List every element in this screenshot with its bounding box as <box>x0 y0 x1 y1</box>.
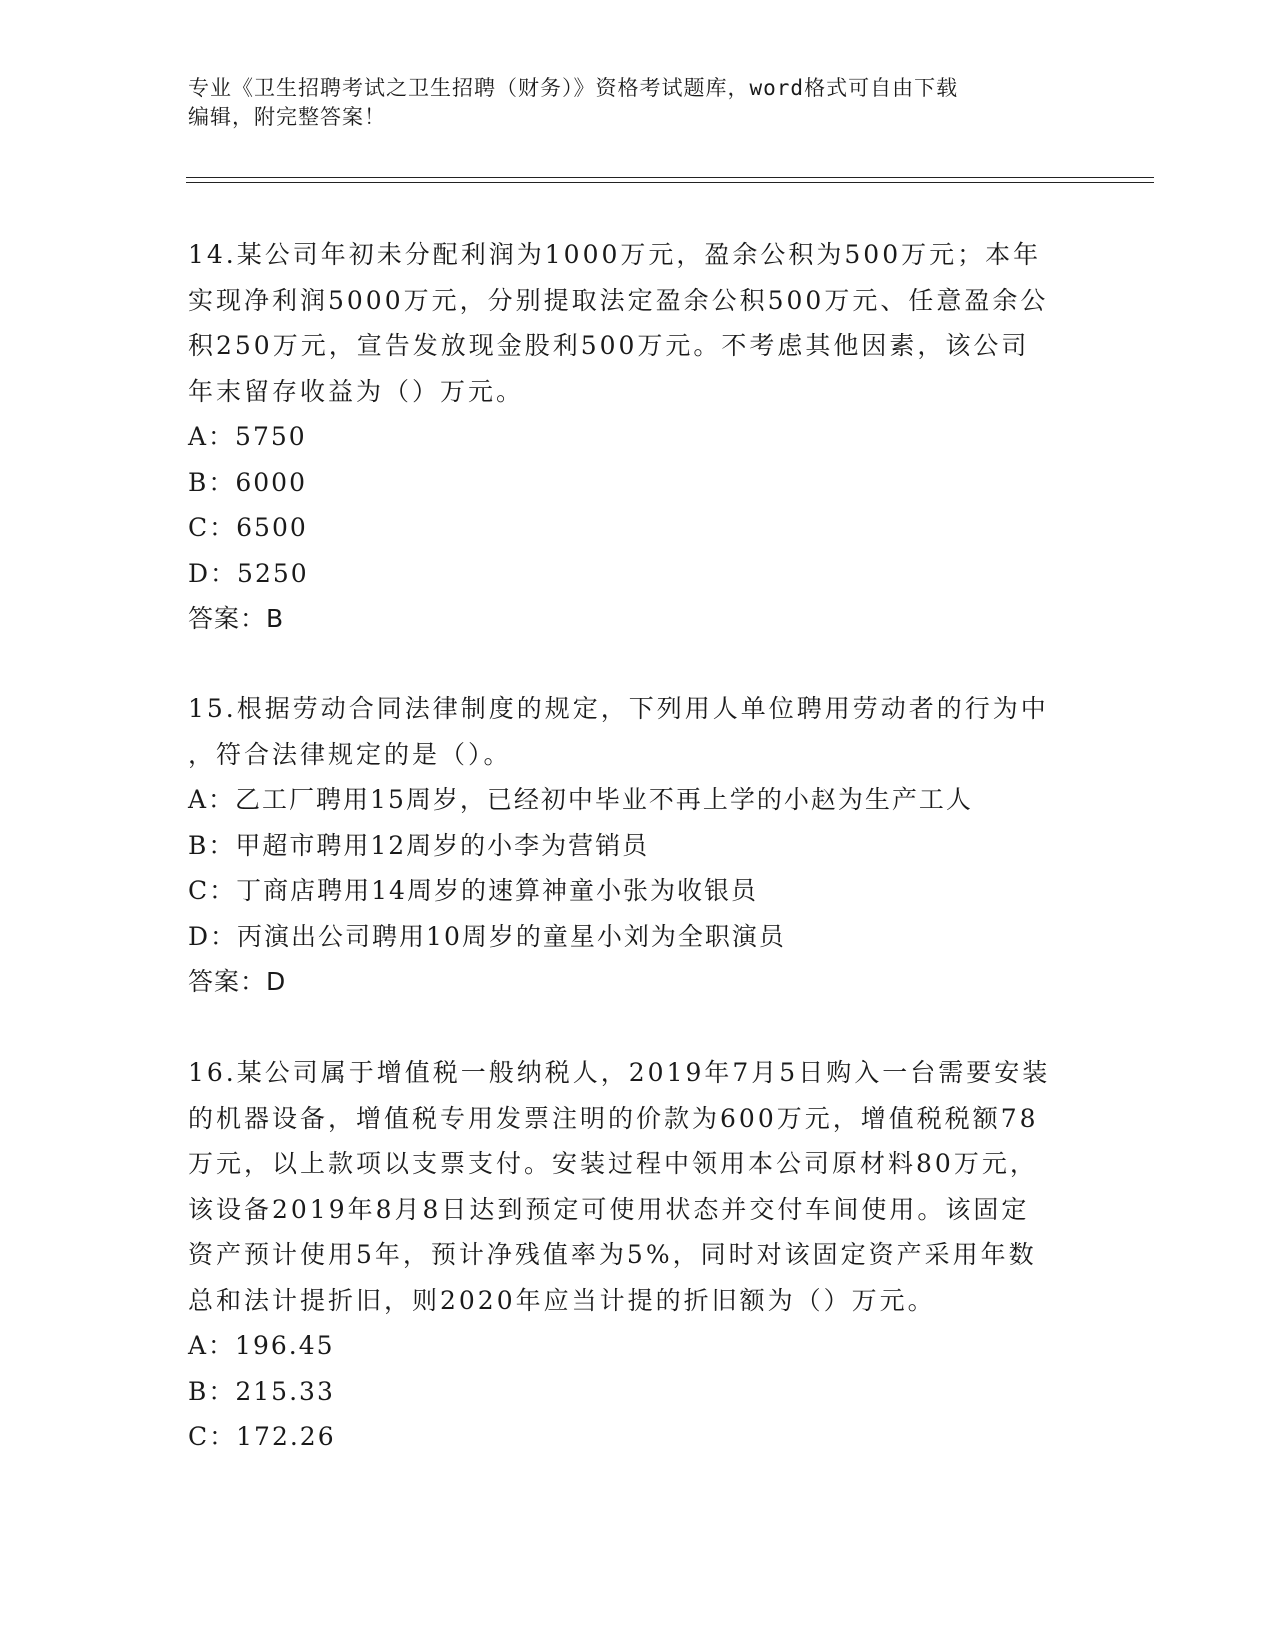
header-line: 编辑，附完整答案！ <box>188 105 386 129</box>
question-text-line: 的机器设备，增值税专用发票注明的价款为600万元，增值税税额78 <box>188 1103 1039 1133</box>
answer: 答案：D <box>188 967 287 996</box>
question-text-line: 资产预计使用5年，预计净残值率为5%，同时对该固定资产采用年数 <box>188 1240 1037 1269</box>
question-text-line: 年末留存收益为（）万元。 <box>188 376 525 406</box>
answer: 答案：B <box>188 604 285 633</box>
question-text-line: 14.某公司年初未分配利润为1000万元，盈余公积为500万元；本年 <box>188 240 1042 269</box>
question-text-line: ，符合法律规定的是（）。 <box>188 739 512 769</box>
question-text-line: 该设备2019年8月8日达到预定可使用状态并交付车间使用。该固定 <box>188 1194 1030 1224</box>
option-b: B：甲超市聘用12周岁的小李为营销员 <box>188 830 650 860</box>
option-b: B：6000 <box>188 467 307 497</box>
option-b: B：215.33 <box>188 1376 335 1406</box>
option-c: C：6500 <box>188 513 308 542</box>
header-divider <box>186 182 1154 183</box>
option-c: C：172.26 <box>188 1422 336 1451</box>
question-text-line: 万元，以上款项以支票支付。安装过程中领用本公司原材料80万元， <box>188 1149 1038 1178</box>
option-c: C：丁商店聘用14周岁的速算神童小张为收银员 <box>188 876 758 905</box>
question-16 <box>188 1050 1088 1460</box>
question-text-line: 积250万元，宣告发放现金股利500万元。不考虑其他因素，该公司 <box>188 331 1030 360</box>
question-text-line: 实现净利润5000万元，分别提取法定盈余公积500万元、任意盈余公 <box>188 285 1049 315</box>
question-14 <box>188 232 1088 642</box>
question-text-line: 总和法计提折旧，则2020年应当计提的折旧额为（）万元。 <box>188 1285 936 1315</box>
question-text-line: 16.某公司属于增值税一般纳税人，2019年7月5日购入一台需要安装 <box>188 1058 1051 1087</box>
option-a: A：196.45 <box>188 1331 335 1360</box>
question-15 <box>188 686 1088 1005</box>
option-a: A：5750 <box>188 422 307 451</box>
header-line: 专业《卫生招聘考试之卫生招聘（财务）》资格考试题库，word格式可自由下载 <box>188 76 959 100</box>
question-text-line: 15.根据劳动合同法律制度的规定，下列用人单位聘用劳动者的行为中 <box>188 694 1049 723</box>
header-divider <box>186 177 1154 178</box>
option-a: A：乙工厂聘用15周岁，已经初中毕业不再上学的小赵为生产工人 <box>188 785 973 814</box>
option-d: D：5250 <box>188 558 309 588</box>
document-header <box>188 74 1068 132</box>
option-d: D：丙演出公司聘用10周岁的童星小刘为全职演员 <box>188 921 786 951</box>
